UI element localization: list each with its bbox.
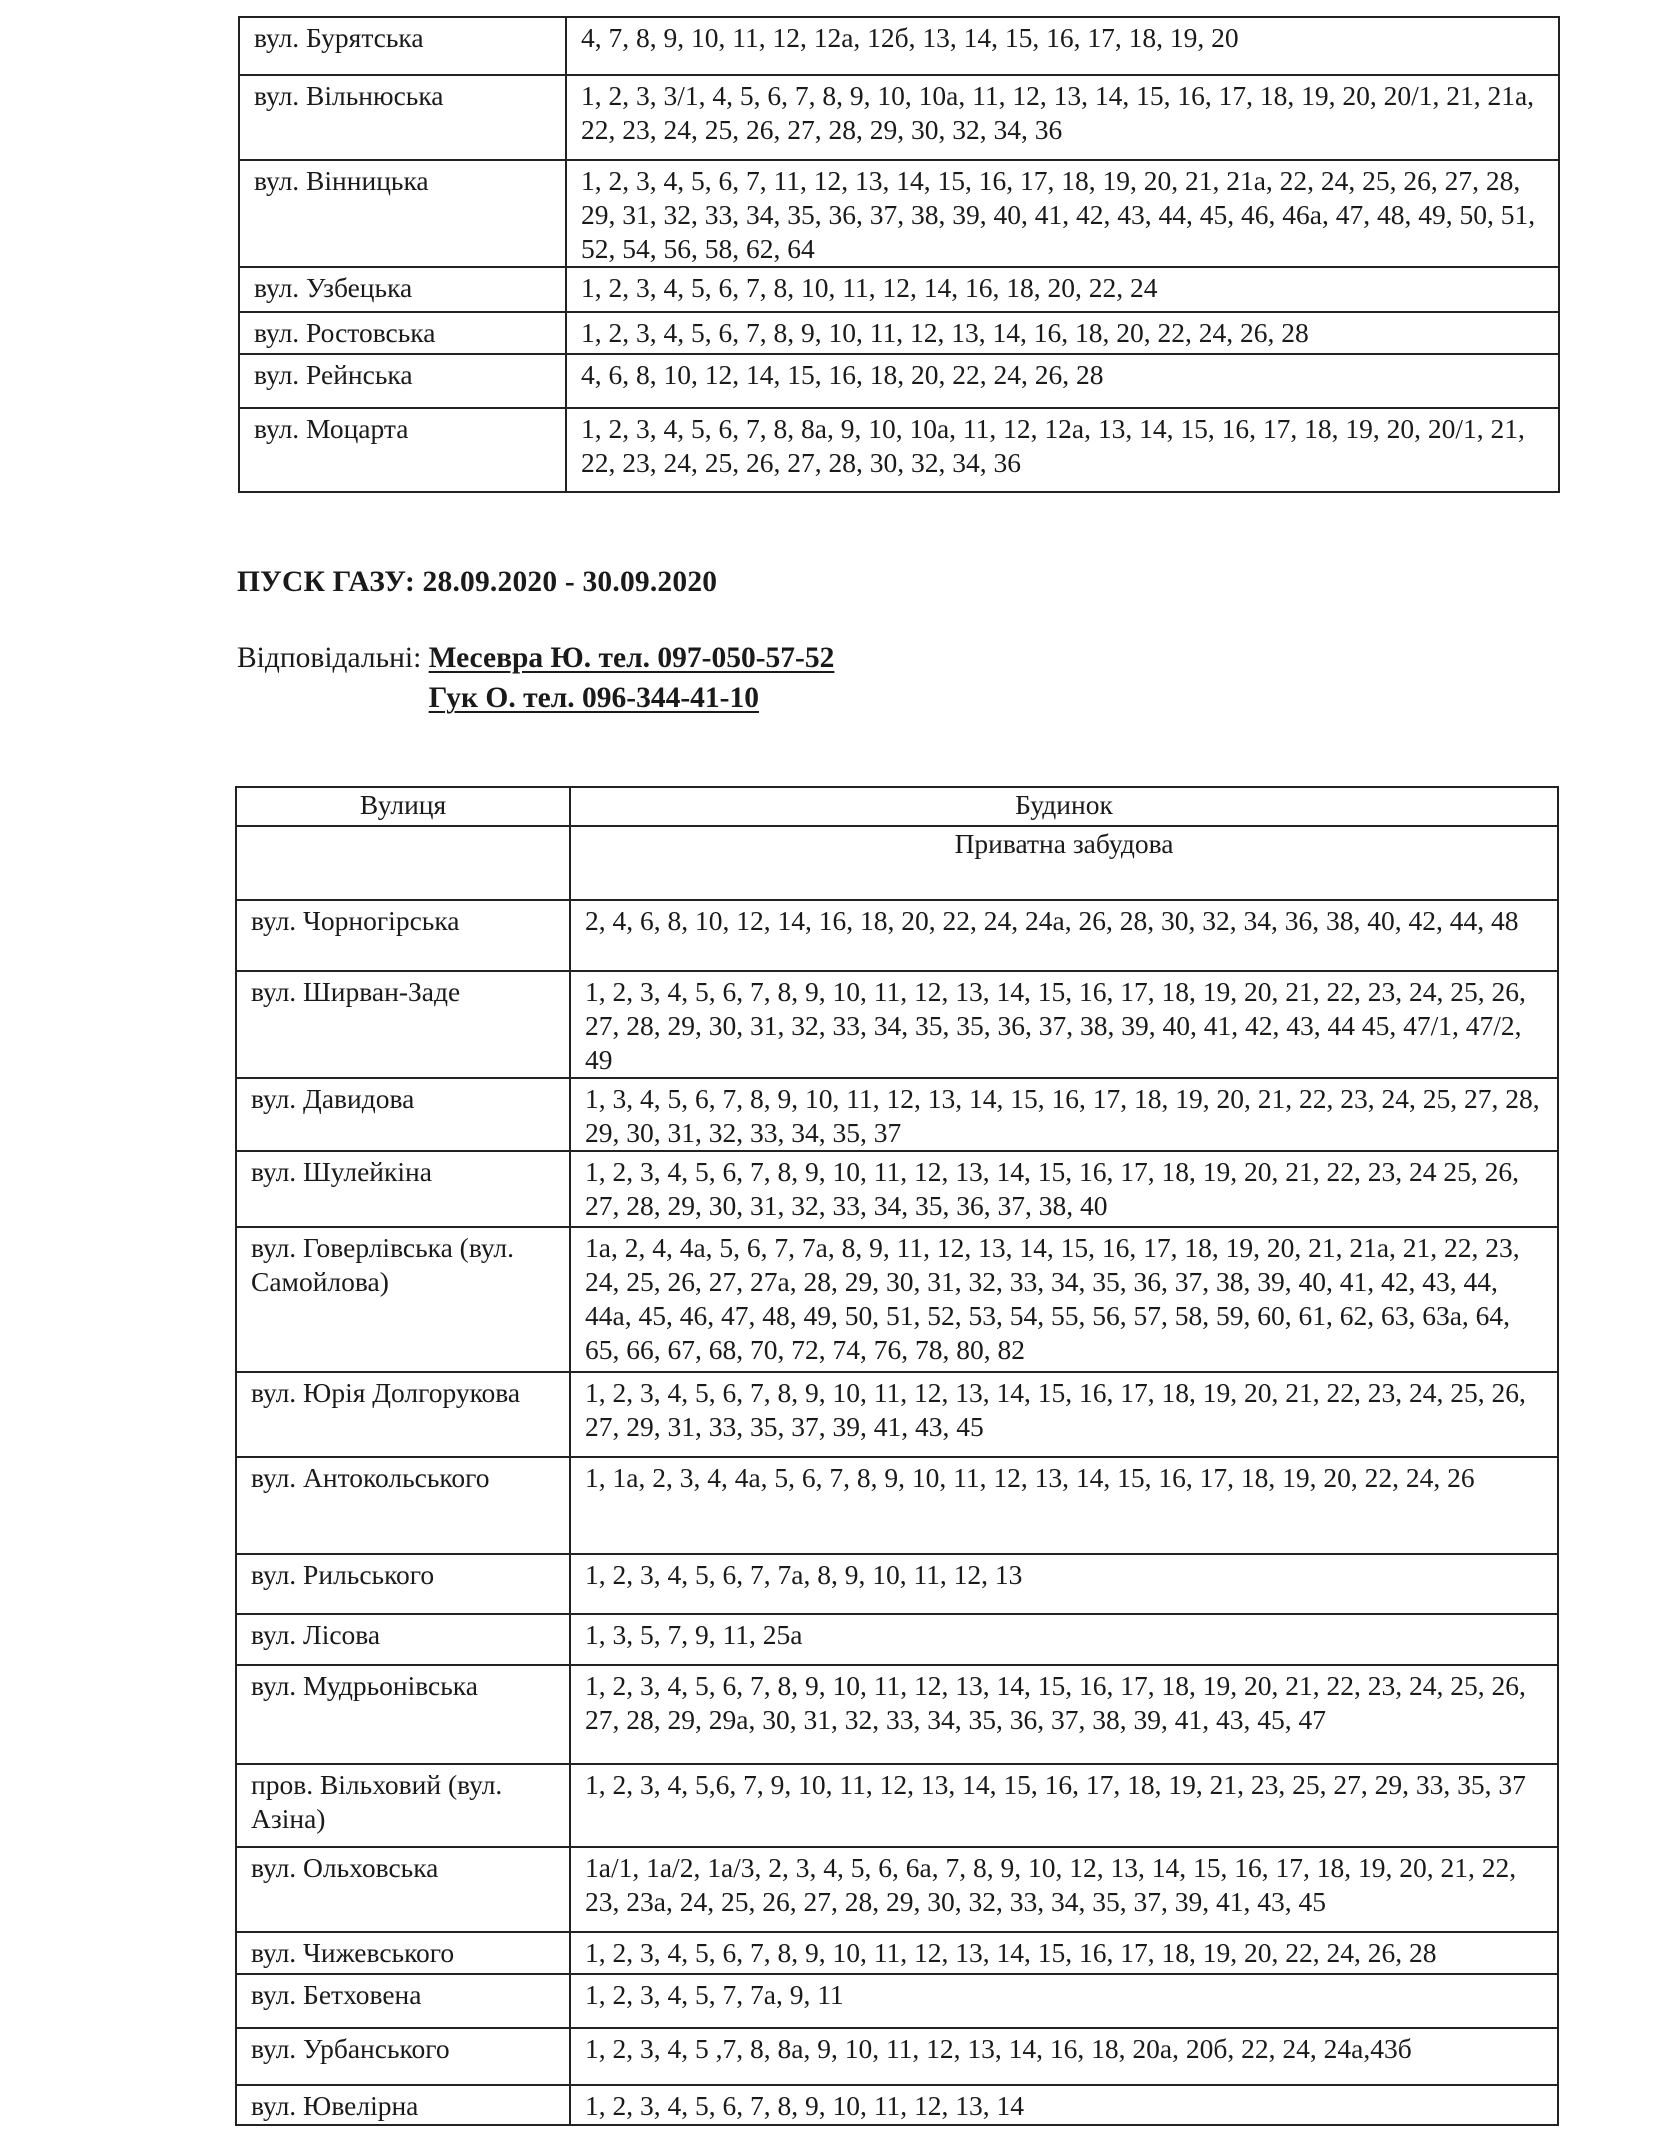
table-row	[236, 1151, 1558, 1227]
street-name: вул. Лісова	[236, 1614, 570, 1665]
house-numbers: 1, 2, 3, 4, 5, 6, 7, 8, 9, 10, 11, 12, 13, 14, 16, 18, 20, 22, 24, 26, 28	[566, 312, 1559, 354]
house-numbers: 1, 2, 3, 4, 5, 6, 7, 8, 9, 10, 11, 12, 13, 14, 15, 16, 17, 18, 19, 20, 22, 24, 26, 28	[570, 1932, 1558, 1974]
house-numbers: 1, 2, 3, 4, 5 ,7, 8, 8а, 9, 10, 11, 12, 13, 14, 16, 18, 20а, 20б, 22, 24, 24а,43б	[570, 2028, 1558, 2085]
table-row	[239, 267, 1559, 312]
responsible-contact: Гук О. тел. 096-344-41-10	[428, 682, 759, 714]
table-row	[239, 160, 1559, 267]
table-row	[239, 312, 1559, 354]
address-table-previous	[238, 16, 1560, 493]
house-numbers: 1, 2, 3, 4, 5,6, 7, 9, 10, 11, 12, 13, 14, 15, 16, 17, 18, 19, 21, 23, 25, 27, 29, 33, 35, 37	[570, 1764, 1558, 1847]
street-name: вул. Юрія Долгорукова	[236, 1372, 570, 1457]
house-numbers: 1, 2, 3, 4, 5, 6, 7, 8, 9, 10, 11, 12, 13, 14	[570, 2085, 1558, 2125]
street-name: вул. Ольховська	[236, 1847, 570, 1932]
table-row	[236, 1614, 1558, 1665]
table-row	[236, 1078, 1558, 1151]
empty-cell	[236, 826, 570, 900]
street-name: вул. Давидова	[236, 1078, 570, 1151]
column-header-houses: Будинок	[570, 787, 1558, 826]
table-row	[239, 354, 1559, 408]
house-numbers: 1, 2, 3, 4, 5, 6, 7, 8, 9, 10, 11, 12, 13, 14, 15, 16, 17, 18, 19, 20, 21, 22, 23, 24, 25, 26, 27, 29, 31, 33, 35, 37, 39, 41, 43, 45	[570, 1372, 1558, 1457]
table-row	[239, 408, 1559, 492]
table-header-row	[236, 787, 1558, 826]
house-numbers: 1, 2, 3, 4, 5, 6, 7, 11, 12, 13, 14, 15, 16, 17, 18, 19, 20, 21, 21а, 22, 24, 25, 26, 27, 28, 29, 31, 32, 33, 34, 35, 36, 37, 38, 39, 40, 41, 42, 43, 44, 45, 46, 46а, 47, 48, 49, 50, 51, 52, 54, 56, 58, 62, 64	[566, 160, 1559, 267]
house-numbers: 1, 2, 3, 4, 5, 6, 7, 8, 8а, 9, 10, 10а, 11, 12, 12а, 13, 14, 15, 16, 17, 18, 19, 20, 20/1, 21, 22, 23, 24, 25, 26, 27, 28, 30, 32, 34, 36	[566, 408, 1559, 492]
street-name: вул. Вільнюська	[239, 75, 566, 160]
street-name: вул. Чижевського	[236, 1932, 570, 1974]
responsible-list	[429, 638, 835, 718]
street-name: вул. Урбанського	[236, 2028, 570, 2085]
house-numbers: 2, 4, 6, 8, 10, 12, 14, 16, 18, 20, 22, 24, 24а, 26, 28, 30, 32, 34, 36, 38, 40, 42, 44, 48	[570, 900, 1558, 971]
street-name: вул. Бурятська	[239, 17, 566, 75]
house-numbers: 1, 2, 3, 4, 5, 6, 7, 7а, 8, 9, 10, 11, 12, 13	[570, 1554, 1558, 1614]
responsible-persons	[237, 638, 834, 718]
table-row	[236, 1764, 1558, 1847]
street-name: вул. Говерлівська (вул. Самойлова)	[236, 1227, 570, 1372]
street-name: вул. Узбецька	[239, 267, 566, 312]
house-numbers: 4, 6, 8, 10, 12, 14, 15, 16, 18, 20, 22, 24, 26, 28	[566, 354, 1559, 408]
street-name: вул. Антокольського	[236, 1457, 570, 1554]
table-row	[236, 1974, 1558, 2028]
street-name: вул. Бетховена	[236, 1974, 570, 2028]
street-name: вул. Ювелірна	[236, 2085, 570, 2125]
house-numbers: 1, 3, 5, 7, 9, 11, 25а	[570, 1614, 1558, 1665]
house-numbers: 1а/1, 1а/2, 1а/3, 2, 3, 4, 5, 6, 6а, 7, 8, 9, 10, 12, 13, 14, 15, 16, 17, 18, 19, 20, 21, 22, 23, 23а, 24, 25, 26, 27, 28, 29, 30, 32, 33, 34, 35, 37, 39, 41, 43, 45	[570, 1847, 1558, 1932]
table-row	[236, 1457, 1558, 1554]
street-name: вул. Ширван-Заде	[236, 971, 570, 1078]
street-name: вул. Мудрьонівська	[236, 1665, 570, 1764]
house-numbers: 1, 2, 3, 4, 5, 7, 7а, 9, 11	[570, 1974, 1558, 2028]
table-row	[236, 1932, 1558, 1974]
table-row	[236, 971, 1558, 1078]
table-row	[236, 1227, 1558, 1372]
address-table-gas-start	[235, 786, 1559, 2126]
house-numbers: 1, 2, 3, 4, 5, 6, 7, 8, 9, 10, 11, 12, 13, 14, 15, 16, 17, 18, 19, 20, 21, 22, 23, 24 25, 26, 27, 28, 29, 30, 31, 32, 33, 34, 35, 36, 37, 38, 40	[570, 1151, 1558, 1227]
house-numbers: 1, 3, 4, 5, 6, 7, 8, 9, 10, 11, 12, 13, 14, 15, 16, 17, 18, 19, 20, 21, 22, 23, 24, 25, 27, 28, 29, 30, 31, 32, 33, 34, 35, 37	[570, 1078, 1558, 1151]
table-row	[236, 1372, 1558, 1457]
street-name: вул. Ростовська	[239, 312, 566, 354]
house-numbers: 4, 7, 8, 9, 10, 11, 12, 12а, 12б, 13, 14, 15, 16, 17, 18, 19, 20	[566, 17, 1559, 75]
house-numbers: 1, 2, 3, 4, 5, 6, 7, 8, 10, 11, 12, 14, 16, 18, 20, 22, 24	[566, 267, 1559, 312]
street-name: вул. Вінницька	[239, 160, 566, 267]
street-name: пров. Вільховий (вул. Азіна)	[236, 1764, 570, 1847]
table-subheader-row	[236, 826, 1558, 900]
street-name: вул. Моцарта	[239, 408, 566, 492]
responsible-label: Відповідальні:	[237, 642, 422, 674]
table-row	[236, 1847, 1558, 1932]
street-name: вул. Рейнська	[239, 354, 566, 408]
table-row	[239, 75, 1559, 160]
table-row	[236, 2028, 1558, 2085]
column-header-street: Вулиця	[236, 787, 570, 826]
table-row	[236, 900, 1558, 971]
street-name: вул. Рильського	[236, 1554, 570, 1614]
house-numbers: 1, 2, 3, 3/1, 4, 5, 6, 7, 8, 9, 10, 10а, 11, 12, 13, 14, 15, 16, 17, 18, 19, 20, 20/1, 21, 21а, 22, 23, 24, 25, 26, 27, 28, 29, 30, 32, 34, 36	[566, 75, 1559, 160]
street-name: вул. Шулейкіна	[236, 1151, 570, 1227]
house-numbers: 1, 2, 3, 4, 5, 6, 7, 8, 9, 10, 11, 12, 13, 14, 15, 16, 17, 18, 19, 20, 21, 22, 23, 24, 25, 26, 27, 28, 29, 30, 31, 32, 33, 34, 35, 35, 36, 37, 38, 39, 40, 41, 42, 43, 44 45, 47/1, 47/2, 49	[570, 971, 1558, 1078]
house-numbers: 1а, 2, 4, 4а, 5, 6, 7, 7а, 8, 9, 11, 12, 13, 14, 15, 16, 17, 18, 19, 20, 21, 21а, 21, 22, 23, 24, 25, 26, 27, 27а, 28, 29, 30, 31, 32, 33, 34, 35, 36, 37, 38, 39, 40, 41, 42, 43, 44, 44а, 45, 46, 47, 48, 49, 50, 51, 52, 53, 54, 55, 56, 57, 58, 59, 60, 61, 62, 63, 63а, 64, 65, 66, 67, 68, 70, 72, 74, 76, 78, 80, 82	[570, 1227, 1558, 1372]
gas-start-heading: ПУСК ГАЗУ: 28.09.2020 - 30.09.2020	[237, 566, 718, 598]
street-name: вул. Чорногірська	[236, 900, 570, 971]
house-numbers: 1, 2, 3, 4, 5, 6, 7, 8, 9, 10, 11, 12, 13, 14, 15, 16, 17, 18, 19, 20, 21, 22, 23, 24, 25, 26, 27, 28, 29, 29а, 30, 31, 32, 33, 34, 35, 36, 37, 38, 39, 41, 43, 45, 47	[570, 1665, 1558, 1764]
house-numbers: 1, 1а, 2, 3, 4, 4а, 5, 6, 7, 8, 9, 10, 11, 12, 13, 14, 15, 16, 17, 18, 19, 20, 22, 24, 26	[570, 1457, 1558, 1554]
table-row	[236, 1665, 1558, 1764]
responsible-contact: Месевра Ю. тел. 097-050-57-52	[428, 642, 835, 674]
table-row	[239, 17, 1559, 75]
subheader-private-buildings: Приватна забудова	[570, 826, 1558, 900]
table-row	[236, 1554, 1558, 1614]
table-row	[236, 2085, 1558, 2125]
